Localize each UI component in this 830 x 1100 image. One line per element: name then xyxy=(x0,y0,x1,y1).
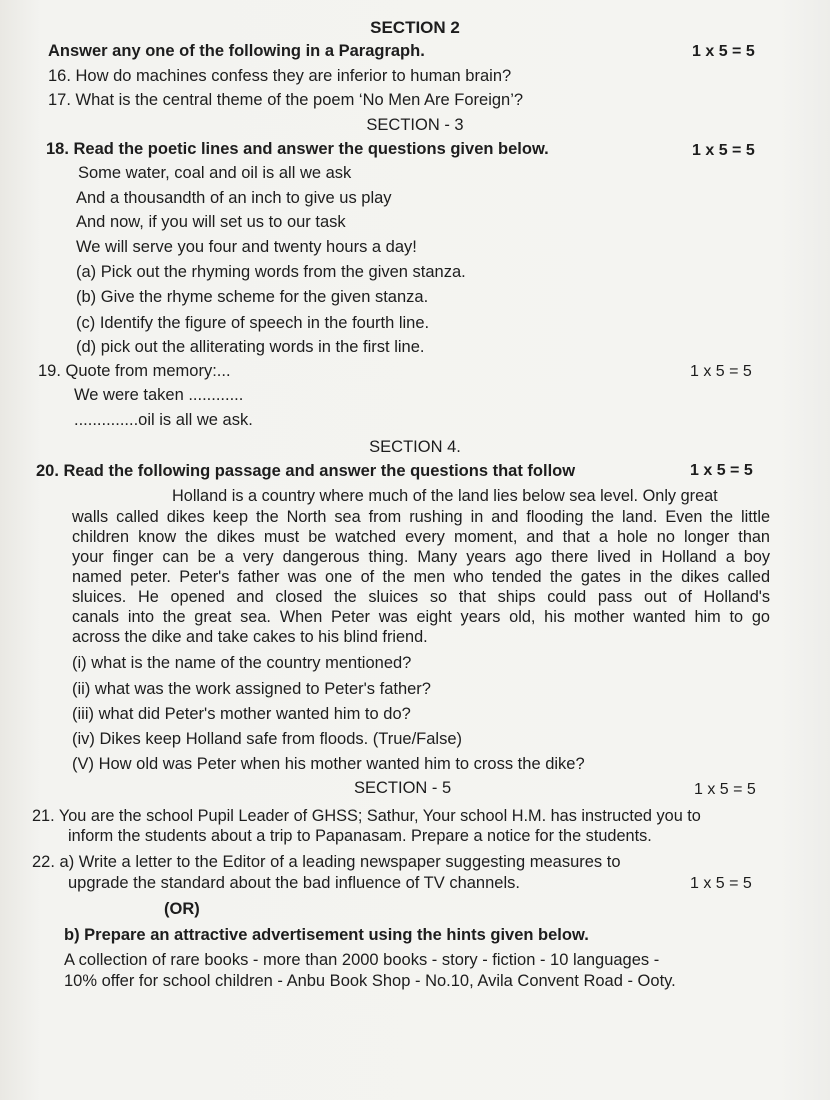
section-2-instruction: Answer any one of the following in a Paragraph. xyxy=(48,42,425,60)
passage-line: sluices. He opened and closed the sluices so that ships could pass out of Holland's xyxy=(72,588,770,606)
sub-question: (a) Pick out the rhyming words from the given stanza. xyxy=(76,263,466,281)
poem-line: And now, if you will set us to our task xyxy=(76,213,346,231)
passage-line: your finger can be a very dangerous thing. Many years ago there lived in Holland a boy xyxy=(72,548,770,566)
section-2-heading: SECTION 2 xyxy=(370,18,460,37)
question-22a-cont: upgrade the standard about the bad influence of TV channels. xyxy=(68,874,520,892)
question-19: 19. Quote from memory:... xyxy=(38,362,231,380)
passage-line: children know the dikes must be watched every moment, and that a hole no longer than xyxy=(72,528,770,546)
question-22a: 22. a) Write a letter to the Editor of a leading newspaper suggesting measures to xyxy=(32,853,621,871)
passage-question: (ii) what was the work assigned to Peter's father? xyxy=(72,680,431,698)
passage-question: (V) How old was Peter when his mother wanted him to cross the dike? xyxy=(72,755,585,773)
passage-line: Holland is a country where much of the land lies below sea level. Only great xyxy=(172,487,718,505)
question-21: 21. You are the school Pupil Leader of GHSS; Sathur, Your school H.M. has instructed you to xyxy=(32,807,701,825)
passage-line: walls called dikes keep the North sea from rushing in and flooding the land. Even the little xyxy=(72,508,770,526)
section-3-heading: SECTION - 3 xyxy=(366,116,464,134)
or-label: (OR) xyxy=(164,900,200,918)
passage-line: across the dike and take cakes to his blind friend. xyxy=(72,628,428,646)
poem-line: We will serve you four and twenty hours a day! xyxy=(76,238,417,256)
section-4-heading: SECTION 4. xyxy=(369,438,461,456)
sub-question: (d) pick out the alliterating words in the first line. xyxy=(76,338,425,356)
advertisement-hints: 10% offer for school children - Anbu Book Shop - No.10, Avila Convent Road - Ooty. xyxy=(64,972,676,990)
question-17: 17. What is the central theme of the poem ‘No Men Are Foreign’? xyxy=(48,91,524,109)
question-22-marks: 1 x 5 = 5 xyxy=(690,875,752,892)
question-16: 16. How do machines confess they are inferior to human brain? xyxy=(48,67,512,85)
poem-line: Some water, coal and oil is all we ask xyxy=(78,164,352,182)
sub-question: (c) Identify the figure of speech in the fourth line. xyxy=(76,314,430,332)
passage-question: (iv) Dikes keep Holland safe from floods. (True/False) xyxy=(72,730,463,748)
section-2-marks: 1 x 5 = 5 xyxy=(692,43,755,60)
question-19-marks: 1 x 5 = 5 xyxy=(690,363,752,380)
question-22b: b) Prepare an attractive advertisement using the hints given below. xyxy=(64,926,589,944)
advertisement-hints: A collection of rare books - more than 2000 books - story - fiction - 10 languages - xyxy=(64,951,660,969)
question-20-marks: 1 x 5 = 5 xyxy=(690,462,753,479)
section-5-heading: SECTION - 5 xyxy=(354,779,452,797)
memory-line: We were taken ............ xyxy=(74,386,244,404)
poem-line: And a thousandth of an inch to give us play xyxy=(76,189,392,207)
section-5-marks: 1 x 5 = 5 xyxy=(694,781,756,798)
passage-line: named peter. Peter's father was one of the men who tended the gates in the dikes called xyxy=(72,568,770,586)
question-20: 20. Read the following passage and answer the questions that follow xyxy=(36,462,576,480)
question-21-cont: inform the students about a trip to Papanasam. Prepare a notice for the students. xyxy=(68,827,652,845)
question-18-marks: 1 x 5 = 5 xyxy=(692,142,755,159)
question-18: 18. Read the poetic lines and answer the questions given below. xyxy=(46,140,549,158)
passage-question: (iii) what did Peter's mother wanted him to do? xyxy=(72,705,411,723)
passage-line: canals into the great sea. When Peter was eight years old, his mother wanted him to go xyxy=(72,608,770,626)
sub-question: (b) Give the rhyme scheme for the given stanza. xyxy=(76,288,429,306)
passage-question: (i) what is the name of the country mentioned? xyxy=(72,654,412,672)
memory-line: ..............oil is all we ask. xyxy=(74,411,253,429)
